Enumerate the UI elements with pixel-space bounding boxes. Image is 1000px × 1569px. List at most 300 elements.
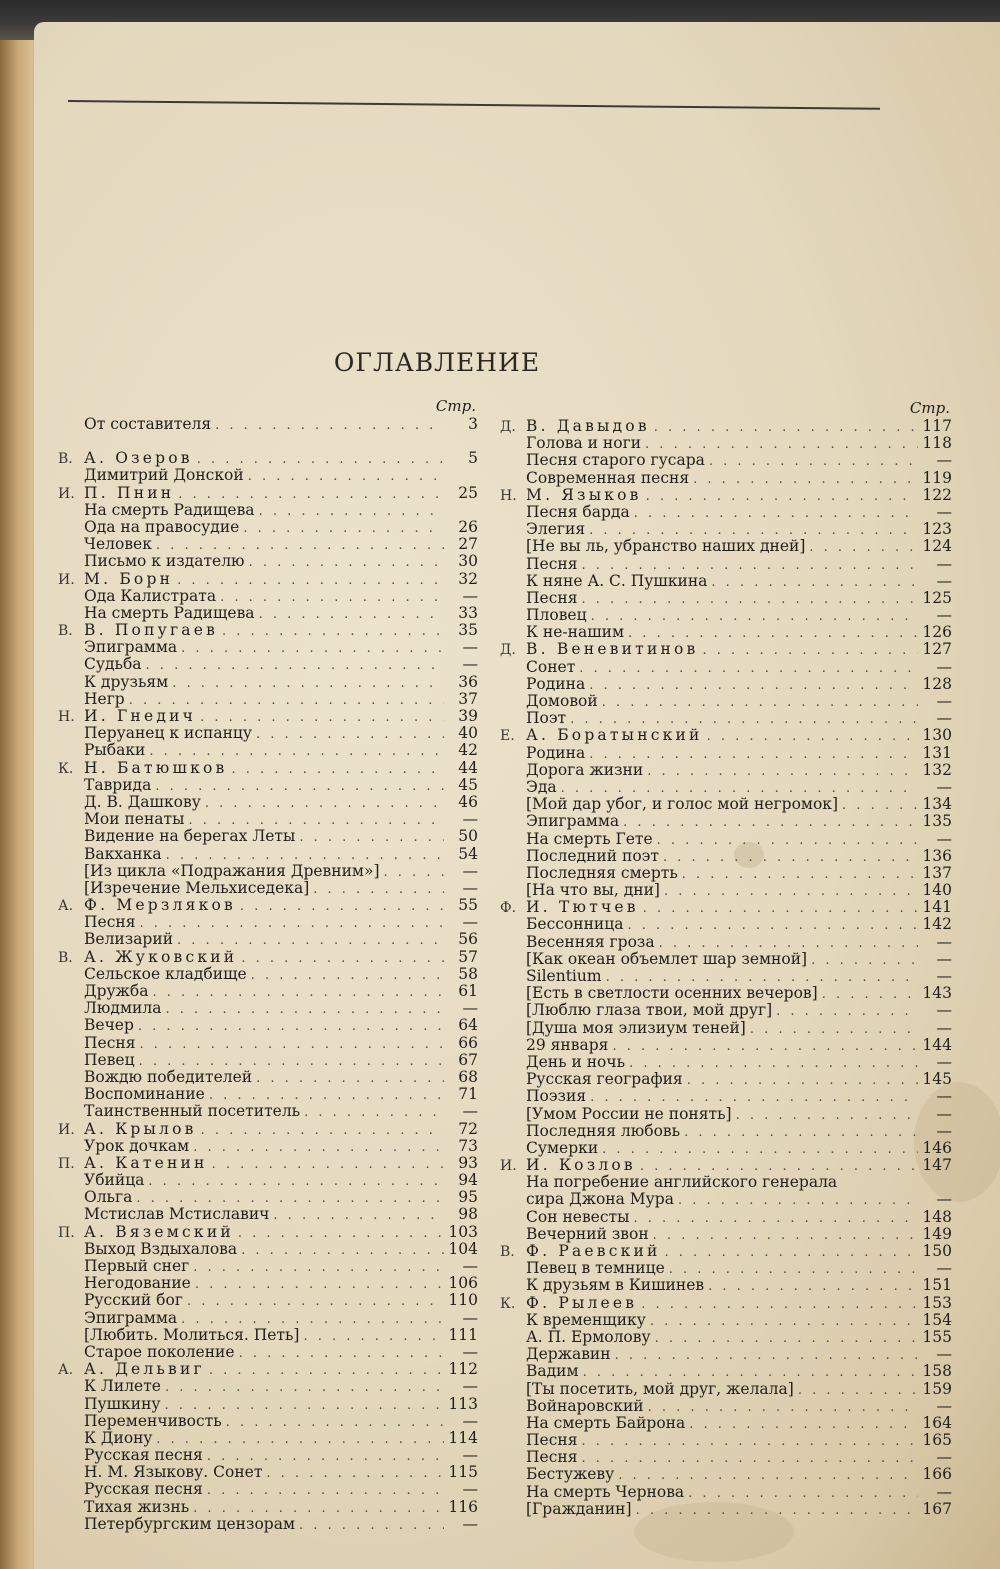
dot-leader bbox=[653, 1227, 918, 1244]
page-number: — bbox=[936, 829, 952, 848]
entry-title: Судьба bbox=[84, 655, 142, 674]
dot-leader bbox=[602, 694, 918, 711]
toc-entry bbox=[500, 968, 952, 985]
entry-title: К друзьям в Кишинев bbox=[526, 1276, 705, 1295]
author-initial: В. bbox=[58, 451, 73, 468]
page-number: — bbox=[462, 1480, 478, 1499]
entry-title: А. Крылов bbox=[84, 1119, 197, 1138]
page-number: 46 bbox=[458, 792, 478, 811]
dot-leader bbox=[579, 660, 918, 677]
entry-title: Поэт bbox=[526, 709, 567, 728]
toc-entry bbox=[500, 745, 952, 762]
entry-title: А. Дельвиг bbox=[84, 1360, 205, 1379]
dot-leader bbox=[641, 1296, 918, 1313]
dot-leader bbox=[655, 1330, 918, 1347]
toc-entry bbox=[500, 470, 952, 487]
entry-title: Ф. Мерзляков bbox=[84, 896, 236, 915]
entry-title: А. Вяземский bbox=[84, 1222, 234, 1241]
dot-leader bbox=[266, 1465, 444, 1482]
dot-leader bbox=[177, 572, 444, 589]
entry-title: [Изречение Мельхиседека] bbox=[84, 878, 310, 897]
entry-title: Мстислав Мстиславич bbox=[84, 1205, 270, 1224]
entry-title: Silentium bbox=[526, 967, 602, 985]
dot-leader bbox=[822, 986, 918, 1003]
entry-title: Негодование bbox=[84, 1274, 191, 1293]
toc-entry bbox=[58, 588, 478, 605]
page-number: 145 bbox=[922, 1070, 952, 1089]
page-number: — bbox=[936, 1259, 952, 1278]
entry-title: А. Озеров bbox=[84, 449, 193, 468]
page-number: — bbox=[936, 1121, 952, 1140]
toc-entry bbox=[500, 882, 952, 899]
entry-title: Сонет bbox=[526, 657, 576, 676]
page-number: 141 bbox=[922, 898, 952, 917]
entry-title: И. Тютчев bbox=[526, 898, 639, 917]
page-number: 118 bbox=[922, 434, 952, 453]
toc-entry bbox=[500, 1432, 952, 1449]
page-column-label: Стр. bbox=[435, 397, 476, 415]
entry-title: Песня bbox=[84, 913, 136, 932]
page-number: 128 bbox=[922, 674, 952, 693]
dot-leader bbox=[663, 849, 918, 866]
page-number: 153 bbox=[922, 1293, 952, 1312]
page-number: 165 bbox=[922, 1431, 952, 1450]
entry-title: На смерть Радищева bbox=[84, 500, 255, 519]
entry-title: Сон невесты bbox=[526, 1207, 630, 1226]
entry-title: Русская география bbox=[526, 1070, 683, 1089]
toc-author-entry bbox=[58, 949, 478, 966]
dot-leader bbox=[139, 915, 444, 932]
entry-title: На смерть Гете bbox=[526, 829, 653, 848]
page-number: 158 bbox=[922, 1362, 952, 1381]
toc-entry bbox=[58, 1138, 478, 1155]
entry-title: К Дионy bbox=[84, 1428, 153, 1447]
toc-author-entry bbox=[58, 760, 478, 777]
toc-entry bbox=[500, 1140, 952, 1157]
dot-leader bbox=[193, 1259, 444, 1276]
dot-leader bbox=[240, 898, 444, 915]
dot-leader bbox=[654, 419, 918, 436]
toc-entry bbox=[500, 762, 952, 779]
entry-title: М. Языков bbox=[526, 485, 642, 504]
dot-leader bbox=[138, 1018, 444, 1035]
toc-entry bbox=[58, 416, 478, 433]
toc-entry bbox=[58, 931, 478, 948]
toc-entry bbox=[500, 504, 952, 521]
page-number: — bbox=[462, 586, 478, 605]
page-number: 123 bbox=[922, 520, 952, 539]
entry-title: От составителя bbox=[84, 415, 212, 433]
page-number: 143 bbox=[922, 984, 952, 1003]
entry-title: Дорога жизни bbox=[526, 760, 644, 779]
page-number: — bbox=[462, 1514, 478, 1533]
entry-title: Пушкину bbox=[84, 1394, 161, 1413]
entry-title: Велизарий bbox=[84, 930, 174, 949]
page-number: — bbox=[462, 913, 478, 932]
page-number: — bbox=[936, 967, 952, 985]
page-number: 117 bbox=[922, 417, 952, 435]
page-number: 155 bbox=[922, 1327, 952, 1346]
dot-leader bbox=[709, 453, 918, 470]
page-number: — bbox=[936, 1001, 952, 1020]
page-number: — bbox=[936, 1396, 952, 1415]
dot-leader bbox=[581, 1450, 918, 1467]
page-number: — bbox=[936, 692, 952, 710]
page-number: 36 bbox=[458, 672, 478, 691]
entry-title: Ф. Рылеев bbox=[526, 1293, 638, 1312]
entry-title: Песня bbox=[526, 588, 578, 607]
toc-author-entry bbox=[500, 1243, 952, 1260]
dot-leader bbox=[146, 657, 444, 674]
author-initial: А. bbox=[58, 1362, 74, 1379]
toc-entry bbox=[500, 676, 952, 693]
dot-leader bbox=[139, 1036, 444, 1053]
author-initial: Д. bbox=[500, 642, 516, 659]
entry-title: [Из цикла «Подражания Древним»] bbox=[84, 861, 380, 880]
toc-entry bbox=[58, 1000, 478, 1017]
page-number: 131 bbox=[922, 743, 952, 762]
entry-title: Человек bbox=[84, 535, 152, 554]
toc-entry bbox=[58, 656, 478, 673]
dot-leader bbox=[581, 1433, 918, 1450]
dot-leader bbox=[647, 763, 918, 780]
page-number: — bbox=[462, 1342, 478, 1361]
dot-leader bbox=[384, 864, 444, 881]
page-number: 67 bbox=[458, 1050, 478, 1069]
toc-entry bbox=[58, 1396, 478, 1413]
page-number: 39 bbox=[458, 707, 478, 725]
toc-author-entry bbox=[58, 1361, 478, 1378]
dot-leader bbox=[689, 1416, 918, 1433]
toc-entry bbox=[500, 848, 952, 865]
toc-author-entry bbox=[58, 571, 478, 588]
page-number: 166 bbox=[922, 1465, 952, 1484]
author-initial: И. bbox=[58, 485, 75, 502]
page-title: ОГЛАВЛЕНИЕ bbox=[333, 348, 541, 377]
dot-leader bbox=[172, 675, 444, 692]
entry-title: К друзьям bbox=[84, 672, 169, 691]
entry-title: [Люблю глаза твои, мой друг] bbox=[526, 1001, 773, 1020]
toc-entry bbox=[500, 556, 952, 573]
page-number: 135 bbox=[922, 812, 952, 831]
page-number: — bbox=[462, 810, 478, 829]
toc-entry bbox=[500, 590, 952, 607]
dot-leader bbox=[688, 1485, 918, 1502]
entry-title: И. Козлов bbox=[526, 1156, 636, 1175]
book-page bbox=[34, 22, 1000, 1569]
entry-title: Убийца bbox=[84, 1171, 145, 1190]
author-initial: Е. bbox=[500, 728, 515, 745]
toc-entry bbox=[58, 1206, 478, 1223]
toc-author-entry bbox=[58, 450, 478, 467]
page-number: 137 bbox=[922, 863, 952, 882]
entry-title: В. Давыдов bbox=[526, 417, 650, 435]
toc-entry bbox=[500, 1277, 952, 1294]
entry-title: Первый снег bbox=[84, 1257, 190, 1275]
page-number: 106 bbox=[448, 1274, 478, 1293]
dot-leader bbox=[207, 1482, 444, 1499]
dot-leader bbox=[165, 1379, 444, 1396]
page-number: 72 bbox=[458, 1119, 478, 1138]
entry-title: Песня барда bbox=[526, 502, 630, 521]
page-number: 148 bbox=[922, 1207, 952, 1226]
entry-title: Элегия bbox=[526, 520, 586, 539]
dot-leader bbox=[241, 1242, 444, 1259]
page-number: 58 bbox=[458, 964, 478, 983]
entry-title: Письмо к издателю bbox=[84, 552, 245, 571]
dot-leader bbox=[623, 814, 918, 831]
entry-title: Н. М. Языкову. Сонет bbox=[84, 1463, 263, 1482]
toc-author-entry bbox=[58, 485, 478, 502]
dot-leader bbox=[299, 829, 444, 846]
page-number: — bbox=[936, 777, 952, 796]
page-number: — bbox=[462, 1308, 478, 1327]
page-number: 54 bbox=[458, 844, 478, 863]
entry-title: Войнаровский bbox=[526, 1396, 644, 1415]
toc-entry bbox=[58, 777, 478, 794]
page-number: 66 bbox=[458, 1033, 478, 1052]
page-number: 126 bbox=[922, 623, 952, 642]
toc-entry bbox=[500, 452, 952, 469]
dot-leader bbox=[152, 984, 444, 1001]
toc-entry bbox=[58, 605, 478, 622]
toc-entry bbox=[500, 1071, 952, 1088]
dot-leader bbox=[589, 677, 918, 694]
page-number: — bbox=[936, 1448, 952, 1467]
entry-title: Вадим bbox=[526, 1362, 579, 1381]
toc-entry bbox=[58, 880, 478, 897]
entry-title: [Не вы ль, убранство наших дней] bbox=[526, 537, 806, 556]
page-number: 95 bbox=[458, 1188, 478, 1207]
toc-author-entry bbox=[58, 897, 478, 914]
entry-title: Русский бог bbox=[84, 1291, 183, 1310]
dot-leader bbox=[650, 1313, 918, 1330]
author-initial: А. bbox=[58, 898, 74, 915]
entry-title: Вечерний звон bbox=[526, 1224, 649, 1243]
author-initial: Ф. bbox=[500, 900, 517, 917]
author-initial: И. bbox=[58, 571, 75, 588]
page-number: 37 bbox=[458, 689, 478, 708]
toc-entry bbox=[500, 1312, 952, 1329]
toc-entry bbox=[58, 1017, 478, 1034]
page-number: 136 bbox=[922, 846, 952, 865]
page-number: 140 bbox=[922, 881, 952, 900]
toc-entry bbox=[58, 1327, 478, 1344]
entry-title: Вечер bbox=[84, 1016, 134, 1035]
toc-entry bbox=[58, 1413, 478, 1430]
page-number: — bbox=[462, 861, 478, 880]
page-number: 103 bbox=[448, 1222, 478, 1241]
page-number: — bbox=[462, 999, 478, 1018]
entry-title: [Ты посетить, мой друг, желала] bbox=[526, 1379, 794, 1398]
entry-title: Песня bbox=[526, 1448, 578, 1467]
toc-author-entry bbox=[58, 1121, 478, 1138]
page-number: — bbox=[936, 1345, 952, 1364]
entry-title: [Умом России не понять] bbox=[526, 1104, 732, 1123]
toc-entry bbox=[500, 1002, 952, 1019]
page-number: 73 bbox=[458, 1136, 478, 1155]
dot-leader bbox=[239, 1345, 444, 1362]
page-number: 27 bbox=[458, 535, 478, 554]
toc-entry bbox=[58, 742, 478, 759]
toc-entry bbox=[500, 1020, 952, 1037]
page-number: 55 bbox=[458, 896, 478, 915]
dot-leader bbox=[299, 1517, 444, 1534]
page-number: 151 bbox=[922, 1276, 952, 1295]
entry-title: Родина bbox=[526, 743, 586, 762]
toc-entry bbox=[58, 1069, 478, 1086]
page-number: 146 bbox=[922, 1138, 952, 1157]
dot-leader bbox=[195, 1276, 444, 1293]
entry-title: Таинственный посетитель bbox=[84, 1102, 301, 1121]
author-initial: В. bbox=[58, 949, 73, 966]
page-number: 112 bbox=[448, 1360, 478, 1379]
toc-author-entry bbox=[500, 727, 952, 744]
entry-title: Урок дочкам bbox=[84, 1136, 190, 1155]
entry-title: Певец в темнице bbox=[526, 1259, 665, 1278]
toc-entry bbox=[58, 1103, 478, 1120]
entry-title: [Есть в светлости осенних вечеров] bbox=[526, 984, 818, 1003]
page-number: 25 bbox=[458, 483, 478, 502]
page-number: 64 bbox=[458, 1016, 478, 1035]
entry-title: Дружба bbox=[84, 982, 149, 1000]
entry-title: Мои пенаты bbox=[84, 810, 185, 829]
page-column-label: Стр. bbox=[909, 399, 950, 417]
page-number: — bbox=[936, 1087, 952, 1106]
page-number: — bbox=[462, 1377, 478, 1396]
page-number: 110 bbox=[448, 1291, 478, 1310]
toc-column-left bbox=[58, 396, 478, 1533]
toc-entry bbox=[58, 1172, 478, 1189]
entry-title: [Мой дар убог, и голос мой негромок] bbox=[526, 795, 839, 814]
page-number: — bbox=[936, 606, 952, 625]
entry-title: Последняя смерть bbox=[526, 863, 678, 882]
dot-leader bbox=[231, 761, 444, 778]
page-number: — bbox=[462, 1411, 478, 1430]
page-number: 114 bbox=[448, 1428, 478, 1447]
toc-entry bbox=[500, 435, 952, 452]
page-number: — bbox=[462, 655, 478, 674]
page-number: 150 bbox=[922, 1242, 952, 1260]
dot-leader bbox=[811, 952, 918, 969]
entry-title: Выход Вздыхалова bbox=[84, 1239, 238, 1258]
page-number: — bbox=[936, 451, 952, 470]
toc-entry bbox=[58, 794, 478, 811]
toc-entry bbox=[500, 1363, 952, 1380]
page-number: 26 bbox=[458, 517, 478, 536]
dot-leader bbox=[273, 1207, 444, 1224]
page-number: 3 bbox=[468, 415, 478, 433]
page-number: — bbox=[462, 1257, 478, 1275]
page-number: 32 bbox=[458, 569, 478, 588]
toc-entry bbox=[500, 1415, 952, 1432]
page-number: 94 bbox=[458, 1171, 478, 1190]
toc-entry bbox=[500, 573, 952, 590]
entry-title: сира Джона Мура bbox=[526, 1190, 674, 1209]
entry-title: Ода Калистрата bbox=[84, 586, 217, 605]
page-number: — bbox=[936, 1482, 952, 1501]
page-number: 144 bbox=[922, 1035, 952, 1054]
toc-column-right bbox=[500, 398, 952, 1518]
page-number: 104 bbox=[448, 1239, 478, 1258]
page-number: 57 bbox=[458, 947, 478, 966]
toc-author-entry bbox=[58, 1155, 478, 1172]
toc-entry bbox=[500, 1484, 952, 1501]
entry-title: Певец bbox=[84, 1050, 135, 1069]
page-number: 30 bbox=[458, 552, 478, 571]
entry-title: Н. Батюшков bbox=[84, 758, 228, 777]
toc-entry bbox=[500, 607, 952, 624]
page-number: 167 bbox=[922, 1499, 952, 1518]
toc-entry bbox=[58, 1292, 478, 1309]
page-number: 40 bbox=[458, 724, 478, 743]
entry-title: Таврида bbox=[84, 775, 152, 794]
toc-gap bbox=[58, 433, 478, 450]
page-number: 124 bbox=[922, 537, 952, 556]
toc-author-entry bbox=[500, 899, 952, 916]
toc-entry bbox=[500, 538, 952, 555]
dot-leader bbox=[842, 797, 918, 814]
toc-entry bbox=[500, 1174, 952, 1191]
dot-leader bbox=[646, 488, 918, 505]
toc-entry bbox=[58, 467, 478, 484]
entry-title: М. Борн bbox=[84, 569, 174, 588]
dot-leader bbox=[209, 1362, 444, 1379]
page-number: 134 bbox=[922, 795, 952, 814]
author-initial: П. bbox=[58, 1155, 75, 1172]
dot-leader bbox=[313, 881, 444, 898]
toc-entry bbox=[58, 846, 478, 863]
entry-title: Переменчивость bbox=[84, 1411, 222, 1430]
dot-leader bbox=[165, 1001, 444, 1018]
entry-title: [Душа моя элизиум теней] bbox=[526, 1018, 746, 1037]
dot-leader bbox=[193, 1139, 444, 1156]
entry-title: Современная песня bbox=[526, 468, 690, 487]
toc-entry bbox=[58, 639, 478, 656]
dot-leader bbox=[259, 503, 444, 520]
page-number: 115 bbox=[448, 1463, 478, 1482]
dot-leader bbox=[181, 640, 444, 657]
toc-entry bbox=[500, 1260, 952, 1277]
author-initial: В. bbox=[58, 623, 73, 640]
toc-entry bbox=[500, 1449, 952, 1466]
toc-entry bbox=[500, 796, 952, 813]
dot-leader bbox=[249, 554, 444, 571]
dot-leader bbox=[736, 1107, 918, 1124]
entry-title: Песня bbox=[526, 1431, 578, 1450]
page-number: — bbox=[936, 1052, 952, 1071]
dot-leader bbox=[750, 1021, 918, 1038]
toc-entry bbox=[500, 985, 952, 1002]
toc-author-entry bbox=[500, 641, 952, 658]
toc-entry bbox=[58, 1344, 478, 1361]
page-number: — bbox=[936, 1190, 952, 1209]
entry-title: [Любить. Молиться. Петь] bbox=[84, 1325, 300, 1344]
toc-entry bbox=[500, 1054, 952, 1071]
dot-leader bbox=[634, 505, 918, 522]
entry-title: На смерть Чернова bbox=[526, 1482, 685, 1501]
entry-title: А. Катенин bbox=[84, 1153, 208, 1172]
page-number: 68 bbox=[458, 1067, 478, 1086]
dot-leader bbox=[148, 1173, 444, 1190]
dot-leader bbox=[590, 1089, 918, 1106]
author-initial: И. bbox=[500, 1158, 517, 1175]
page-number: 132 bbox=[922, 760, 952, 779]
toc-entry bbox=[58, 519, 478, 536]
entry-title: [Гражданин] bbox=[526, 1499, 632, 1518]
author-initial: И. bbox=[58, 1121, 75, 1138]
entry-title: Эпиграмма bbox=[84, 1308, 178, 1327]
